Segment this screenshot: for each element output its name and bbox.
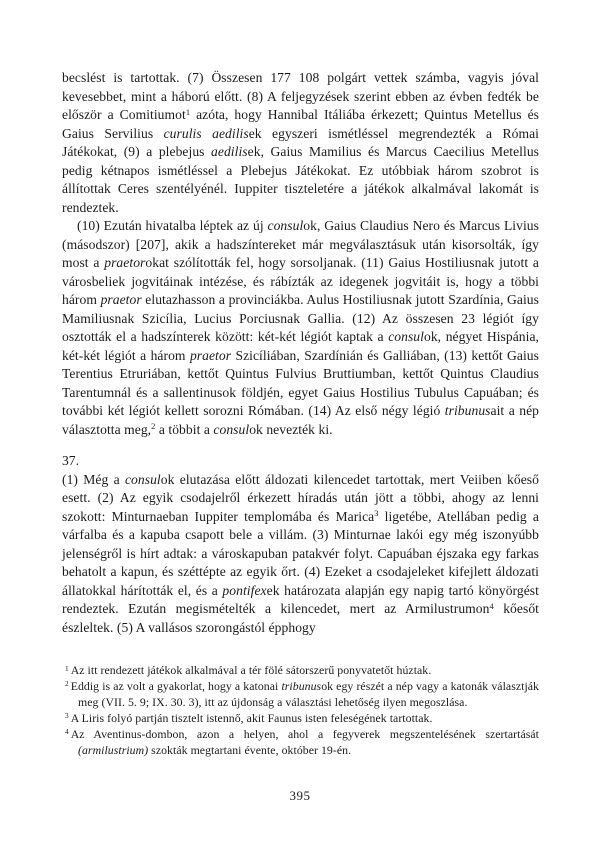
- footnotes-section: [65, 663, 539, 758]
- latin-term: curulis aedilis: [163, 125, 249, 141]
- latin-term: consul: [213, 421, 250, 437]
- latin-term: (armilustrium): [78, 742, 149, 757]
- paragraph: [62, 471, 539, 638]
- footnote-marker: 3: [65, 711, 69, 721]
- text-run: azóta, hogy Hannibal Itáliába érkezett; Quintus Metellus és Gaius Servilius: [62, 107, 540, 141]
- text-run: ok elutazása előtt áldozati kilencedet tartottak, mert Veiiben kőeső esett. (2) Az egyik csodajelről érkezett híradás után jött a többi, ahogy az lenni szokott: Minturnaeban Iuppiter templomába és Marica: [62, 471, 539, 524]
- latin-term: praetor: [189, 347, 232, 363]
- latin-term: consul: [124, 471, 161, 487]
- text-run: elutazhasson a provinciákba. Aulus Hostiliusnak jutott Szardínia, Gaius Mamiliusnak Szicília, Lucius Porciusnak Gallia. (12) Az összesen 23 légiót így osztották el a hadszínterek között: két-két légiót kaptak a: [62, 292, 539, 344]
- section-heading: 37.: [62, 453, 79, 468]
- footnote-marker: 4: [65, 727, 69, 737]
- text-run: kőesőt észleltek. (5) A vallásos szorongástól épphogy: [62, 601, 539, 635]
- page-footer: [0, 787, 600, 805]
- text-run: (10) Ezután hivatalba léptek az új: [77, 218, 268, 233]
- text-run: A Liris folyó partján tisztelt istennő, akit Faunus isten feleségének tartottak.: [70, 710, 433, 725]
- latin-term: aedilis: [211, 144, 248, 159]
- text-run: Az Aventinus-dombon, azon a helyen, ahol a fegyverek megszentelésének szertartását: [70, 726, 539, 741]
- footnote: [65, 679, 539, 711]
- latin-term: tribunus: [281, 678, 322, 693]
- latin-term: consul: [388, 329, 424, 344]
- footnote-marker: 1: [65, 663, 69, 673]
- text-run: Szicíliában, Szardínián és Galliában, (13) kettőt Gaius Terentius Etruriában, kettőt Quintus Fulvius Bruttiumban, kettőt Quintus Claudius Tarentumnál és a sallentinusok földjén, egyet Gaius Hostilius Tubulus Capuában; és további két légiót kellett sorozni Rómában. (14) Az első négy légió: [62, 347, 539, 418]
- latin-term: praetor: [100, 292, 142, 307]
- page-number: 395: [289, 788, 311, 803]
- text-run: ek, Gaius Mamilius és Marcus Caecilius Metellus pedig kétnapos ismétléssel a Plebejus Játékokat. Ez utóbbiak három szobrot is állítottak Ceres szentélyénél. Iuppiter tiszteletére a játékok alkalmával lakomát is rendeztek.: [62, 144, 540, 215]
- text-run: ek határozata alapján egy napig tartó könyörgést rendeztek. Ezután megismételték a kilencedet, mert az Armilustrumon: [62, 582, 539, 616]
- footnote-reference: 4: [489, 600, 494, 611]
- text-run: a többit a: [155, 421, 214, 437]
- body-text: [62, 69, 539, 637]
- footnote-reference: 3: [374, 508, 379, 519]
- footnote: [65, 663, 539, 679]
- text-run: ok, négyet Hispánia, két-két légiót a három: [62, 329, 540, 363]
- text-run: ok nevezték ki.: [249, 421, 333, 437]
- footnote: [65, 711, 539, 727]
- text-run: ok, Gaius Claudius Nero és Marcus Livius (másodszor) [207], akik a hadszíntereket már megválasztásuk után kisorsolták, így most a: [62, 218, 539, 270]
- latin-term: consul: [267, 218, 304, 233]
- latin-term: pontifex: [222, 582, 267, 598]
- text-run: ait a nép választotta meg,: [62, 403, 539, 437]
- text-run: Az itt rendezett játékok alkalmával a tér fölé sátorszerű ponyvatetőt húztak.: [70, 663, 432, 677]
- text-run: Eddig is az volt a gyakorlat, hogy a katonai: [70, 678, 282, 693]
- text-run: becslést is tartottak. (7) Összesen 177 108 polgárt vettek számba, vagyis jóval kevesebbet, mint a háború előtt. (8) A feljegyzések szerint ebben az évben fedték be először a Comitiumot: [62, 70, 539, 122]
- footnote: [65, 727, 539, 759]
- footnote-reference: 2: [151, 421, 156, 432]
- text-run: szokták megtartani évente, október 19-én.: [148, 742, 352, 757]
- footnote-reference: 1: [185, 106, 191, 117]
- latin-term: tribunus: [444, 403, 491, 418]
- footnote-marker: 2: [65, 679, 69, 689]
- text-run: ok egy részét a nép vagy a katonák választják meg (VII. 5. 9; IX. 30. 3), itt az újdonság a választási lehetőség ilyen megoszlása.: [78, 678, 540, 709]
- text-run: okat szólították fel, hogy sorsoljanak. (11) Gaius Hostiliusnak jutott a városbeliek jogvitáinak intézése, és rábízták az idegenek jogvitáit is, hogy a többi három: [62, 255, 539, 307]
- paragraph: [62, 69, 539, 217]
- text-run: (1) Még a: [62, 471, 125, 487]
- text-run: ek egyszeri ismétléssel megrendezték a Római Játékokat, (9) a plebejus: [62, 125, 539, 159]
- text-run: ligetébe, Atellában pedig a várfalba és a kapuba csapott bele a villám. (3) Minturnae lakói egy még iszonyúbb jelenségről is hírt adtak: a városkapuban patakvér folyt. Capuában éjszaka egy farkas behatolt a kapun, és széttépte az egyik őrt. (4) Ezeket a csodajeleket kifejlett áldozati állatokkal hárították el, és a: [62, 508, 539, 598]
- latin-term: praetor: [104, 255, 146, 270]
- paragraph: [62, 217, 539, 439]
